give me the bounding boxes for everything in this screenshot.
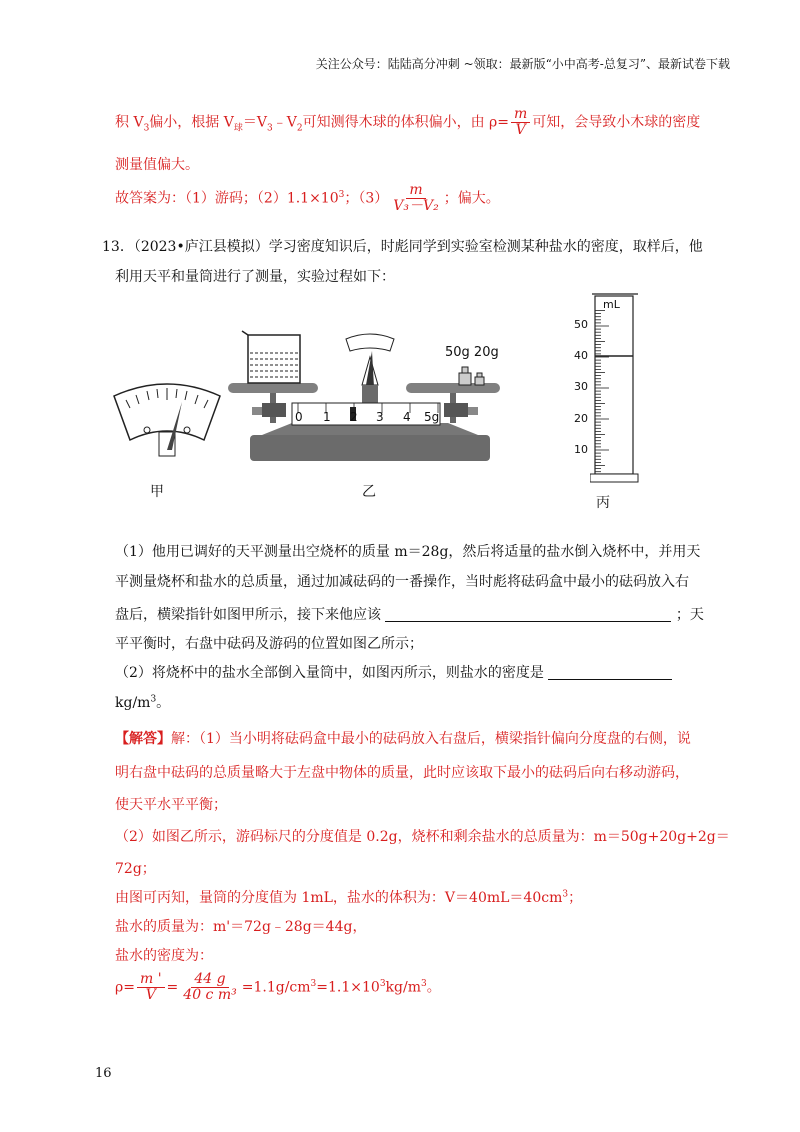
- text: 可知测得木球的体积偏小，由 ρ=: [302, 114, 510, 131]
- numerator: m ': [137, 972, 165, 988]
- prev-answer-line-1: [115, 107, 700, 138]
- superscript: 3: [310, 978, 317, 989]
- subscript: 3: [143, 123, 150, 134]
- denominator: 40 c m³: [183, 987, 237, 1003]
- text: （2）将烧杯中的盐水全部倒入量筒中，如图丙所示，则盐水的密度是: [115, 665, 544, 681]
- text: 偏小，根据 V: [149, 114, 234, 131]
- figure-bing-graduated-cylinder: [590, 292, 640, 492]
- solution-line-2: 明右盘中砝码的总质量略大于左盘中物体的质量，此时应该取下最小的砝码后向右移动游码，: [115, 765, 689, 781]
- solution-line-3: 使天平水平平衡；: [115, 797, 227, 813]
- text: 盘后，横梁指针如图甲所示，接下来他应该: [115, 607, 381, 623]
- text: kg/m: [115, 695, 151, 711]
- ruler-tick-label: 3: [376, 410, 384, 424]
- text: kg/m: [385, 979, 421, 996]
- text: ；天: [675, 607, 704, 623]
- superscript: 3: [150, 694, 157, 705]
- numerator: 44 g: [191, 972, 228, 988]
- ruler-tick-label: 1: [323, 410, 331, 424]
- text: ρ=: [115, 979, 135, 996]
- text: ；: [568, 890, 583, 906]
- text: 故答案为：（1）游码；（2）1.1×10: [115, 190, 339, 207]
- text: ；（3）: [344, 190, 389, 207]
- weights-label: 50g 20g: [445, 345, 499, 360]
- question-13-stem-2: 利用天平和量筒进行了测量，实验过程如下：: [115, 269, 395, 285]
- text: ＝V: [242, 114, 267, 131]
- question-13-stem-1: 13．（2023•庐江县模拟）学习密度知识后，时彪同学到实验室检测某种盐水的密度，取样后，他: [102, 239, 703, 255]
- denominator: V: [145, 987, 156, 1003]
- subscript: 2: [296, 123, 303, 134]
- fraction-answer: [390, 183, 441, 214]
- ruler-tick-label: 2: [350, 410, 358, 424]
- solution-line-1: [115, 728, 691, 748]
- text: =1.1g/cm: [241, 979, 311, 996]
- text: 解：（1）当小明将砝码盒中最小的砝码放入右盘后，横梁指针偏向分度盘的右侧，说: [171, 731, 691, 747]
- figure-label-jia: 甲: [150, 484, 164, 500]
- solution-line-5: 72g；: [115, 861, 156, 877]
- cylinder-tick-label: 20: [574, 412, 588, 425]
- solution-tag: 【解答】: [115, 731, 171, 747]
- part-1-line-3: [115, 604, 704, 624]
- fraction-m-over-v: [511, 107, 530, 138]
- figure-label-bing: 丙: [596, 495, 610, 511]
- text: =: [166, 979, 179, 996]
- prev-answer-summary: [115, 183, 500, 214]
- part-1-line-4: 平平衡时，右盘中砝码及游码的位置如图乙所示；: [115, 636, 423, 652]
- answer-blank-1[interactable]: [385, 621, 671, 622]
- text: 。: [156, 695, 171, 711]
- ruler-tick-label: 4: [403, 410, 411, 424]
- text: =1.1×10: [316, 979, 380, 996]
- superscript: 3: [379, 978, 386, 989]
- page-number: 16: [95, 1066, 112, 1081]
- cylinder-tick-label: 40: [574, 349, 588, 362]
- denominator: V₃－V₂: [393, 198, 439, 214]
- part-1-line-1: （1）他用已调好的天平测量出空烧杯的质量 m＝28g，然后将适量的盐水倒入烧杯中，并用天: [115, 544, 701, 560]
- text: 可知，会导致小木球的密度: [532, 114, 701, 131]
- part-1-line-2: 平测量烧杯和盐水的总质量，通过加减砝码的一番操作，当时彪将砝码盒中最小的砝码放入右: [115, 574, 689, 590]
- text: 。: [426, 979, 441, 996]
- cylinder-tick-label: 50: [574, 318, 588, 331]
- superscript: 3: [562, 889, 569, 900]
- answer-blank-2[interactable]: [548, 679, 672, 680]
- cylinder-tick-label: 10: [574, 443, 588, 456]
- numerator: m: [406, 183, 425, 199]
- superscript: 3: [420, 978, 427, 989]
- text: 由图可丙知，量筒的分度值为 1mL，盐水的体积为：V＝40mL＝40cm: [115, 890, 563, 906]
- figure-label-yi: 乙: [362, 484, 376, 500]
- superscript: 3: [338, 189, 345, 200]
- numerator: m: [511, 107, 530, 123]
- ruler-tick-label: 0: [295, 410, 303, 424]
- fraction: [180, 972, 239, 1003]
- subscript: 3: [267, 123, 273, 134]
- text: 积 V: [115, 114, 144, 131]
- figure-jia-pointer-dial: [112, 378, 222, 458]
- part-2-line-1: [115, 662, 672, 682]
- text: ；偏大。: [443, 190, 500, 207]
- solution-line-6: [115, 887, 582, 907]
- denominator: V: [515, 122, 526, 138]
- solution-line-4: （2）如图乙所示，游码标尺的分度值是 0.2g，烧杯和剩余盐水的总质量为：m＝50g+20g+2g＝: [115, 829, 730, 845]
- solution-line-8: 盐水的密度为：: [115, 948, 213, 964]
- page-header: 关注公众号：陆陆高分冲刺 ~领取：最新版“小中高考-总复习”、最新试卷下载: [315, 57, 730, 71]
- solution-density-formula: [115, 972, 441, 1003]
- text: ﹣V: [272, 114, 297, 131]
- prev-answer-line-2: 测量值偏大。: [115, 157, 199, 173]
- subscript: 球: [233, 123, 243, 134]
- part-2-line-2: [115, 692, 170, 712]
- ruler-tick-label: 5g: [424, 410, 440, 424]
- solution-line-7: 盐水的质量为：m'＝72g﹣28g＝44g，: [115, 919, 367, 935]
- fraction: [137, 972, 165, 1003]
- cylinder-unit-label: mL: [603, 298, 620, 311]
- cylinder-tick-label: 30: [574, 380, 588, 393]
